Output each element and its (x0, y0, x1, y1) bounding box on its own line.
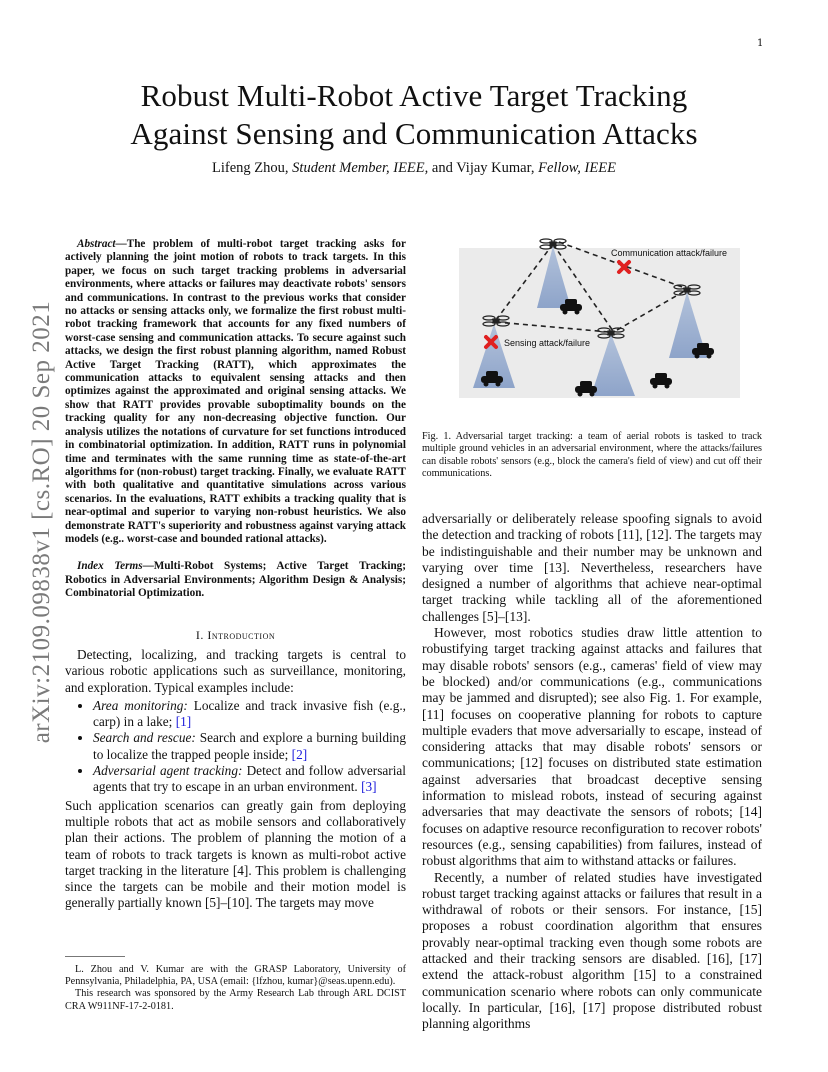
footnotes (65, 964, 406, 1013)
bullet-label: Adversarial agent tracking: (93, 763, 243, 779)
example-list (65, 698, 406, 796)
author-1-role: Student Member, IEEE, (292, 160, 429, 176)
right-paragraph-2: However, most robotics studies draw little attention to robustifying target tracking against attacks and failures that may disable robots' sensors (e.g., cameras' field of view may be blocked) and/or communications (e.g., communications may be jammed and disrupted); see also Fig. 1. For example, [11] focuses on cooperative planning for robots to capture multiple evaders that move adversarially to escape, instead of considering attacks that may disable robots' sensors or communications; [12] focuses on distributed state estimation against adversaries that broadcast deceptive sensing information to mislead robots, instead of securing against adversaries that may deactivate the sensors of robots; [14] focuses on adaptive resource reconfiguration to recover robots' resources (e.g., sensing capabilities) from failures, instead of robust algorithms that aim to withstand attacks or failures. (422, 625, 762, 869)
page-number: 1 (757, 38, 764, 49)
intro-paragraph-1: Detecting, localizing, and tracking targets is central to various robotic applications such as surveillance, monitoring, and exploration. Typical examples include: (65, 646, 406, 695)
bullet-label: Search and rescue: (93, 730, 196, 746)
left-column (65, 238, 406, 912)
author-2: and Vijay Kumar, (431, 160, 535, 176)
bullet-text: Detect and follow adversarial agents that try to escape in an urban environment. (93, 763, 407, 795)
sensing-attack-label: Sensing attack/failure (504, 338, 591, 348)
citation-link[interactable]: [2] (291, 746, 308, 762)
right-paragraph-3: Recently, a number of related studies have investigated robust target tracking against attacks or failures that result in a withdrawal of robots or their sensors. For instance, [15] proposes a robust coordination algorithm that ensures provably near-optimal tracking even though some robots are attacked and their tracking sensors are disabled. [16], [17] extend the attack-robust algorithm [15] to a constrained communication scenario where robots can only communicate locally. In particular, [16], [17] propose distributed robust planning algorithms (422, 869, 762, 1032)
list-item (93, 698, 406, 731)
title-line-2: Against Sensing and Communication Attacks (130, 116, 698, 151)
bullet-text: Search and explore a burning building to localize the trapped people inside; (93, 730, 406, 762)
citation-link[interactable]: [3] (361, 779, 377, 795)
authors (0, 160, 828, 177)
right-column (422, 511, 762, 1033)
author-1: Lifeng Zhou, (212, 160, 289, 176)
list-item (93, 763, 406, 796)
section-heading: I. Introduction (195, 627, 276, 642)
footnote-affiliation: L. Zhou and V. Kumar are with the GRASP Laboratory, University of Pennsylvania, Philadelphia, PA, USA (email: {lfzhou, kumar}@seas.upenn.edu). (65, 964, 406, 988)
bullet-text: Localize and track invasive fish (e.g., carp) in a lake; (93, 697, 406, 730)
list-item (93, 730, 406, 763)
footnote-rule (65, 956, 125, 957)
citation-link[interactable]: [1] (175, 714, 192, 730)
abstract-text: —The problem of multi-robot target tracking asks for actively planning the joint motion of robots to track targets. In this paper, we focus on such target tracking problems in adversarial environments, where attacks or failures may deactivate robots' sensors and communications. In contrast to the previous works that consider no attacks or sensing attacks only, we formalize the first robust multi-robot tracking framework that accounts for any fixed numbers of worst-case sensing and communication attacks. To secure against such attacks, we design the first robust planning algorithm, named Robust Active Target Tracking (RATT), which approximates the communication attacks to equivalent sensing attacks and then optimizes against the approximated and original sensing attacks. We show that RATT provides provable suboptimality bounds on the tracking quality for any non-decreasing objective function. Our analysis utilizes the notations of curvature for set functions introduced in combinatorial optimization. In addition, RATT runs in polynomial time and terminates with the same running time as state-of-the-art algorithms for (non-robust) target tracking. Finally, we evaluate RATT with both qualitative and quantitative simulations across various scenarios. In the evaluations, RATT exhibits a tracking quality that is near-optimal and superior to varying non-robust heuristics. We also demonstrate RATT's superiority and robustness against varying attack models (e.g.. worst-case and bounded rational attacks). (65, 238, 406, 545)
index-terms (65, 560, 406, 600)
communication-attack-label: Communication attack/failure (611, 248, 728, 258)
right-paragraph-1: adversarially or deliberately release spoofing signals to avoid the detection and tracking of robots [11], [12]. The targets may be indistinguishable and their number may be unknown and varying over time [13]. Nevertheless, researchers have designed a number of algorithms that achieve near-optimal target tracking while tackling all of the aforementioned challenges [5]–[13]. (422, 511, 762, 624)
footnote-funding: This research was sponsored by the Army Research Lab through ARL DCIST CRA W911NF-17-2-0181. (65, 988, 406, 1012)
author-2-role: Fellow, IEEE (538, 160, 616, 176)
index-terms-text: —Multi-Robot Systems; Active Target Tracking; Robotics in Adversarial Environments; Algorithm Design & Analysis; Combinatorial Optimization. (65, 560, 406, 600)
title-line-1: Robust Multi-Robot Active Target Tracking (140, 78, 688, 113)
abstract (65, 238, 406, 546)
bullet-label: Area monitoring: (93, 697, 188, 713)
arxiv-stamp: arXiv:2109.09838v1 [cs.RO] 20 Sep 2021 (28, 300, 55, 744)
index-terms-label: Index Terms (77, 560, 143, 573)
abstract-label: Abstract (77, 238, 116, 250)
paper-title (0, 77, 828, 153)
intro-paragraph-2: Such application scenarios can greatly gain from deploying multiple robots that act as mobile sensors and collaboratively plan their actions. The problem of planning the motion of a team of robots to track targets is known as multi-robot active target tracking in the literature [4]. This problem is challenging since the targets can be mobile and their motion model is generally partially known [5]–[10]. The targets may move (65, 797, 406, 911)
figure-caption: Fig. 1. Adversarial target tracking: a team of aerial robots is tasked to track multiple ground vehicles in an adversarial environment, where the attacks/failures can disable robots' sensors (e.g., block the camera's field of view) and cut off their communications. (422, 431, 762, 479)
figure-1-diagram (459, 236, 740, 398)
